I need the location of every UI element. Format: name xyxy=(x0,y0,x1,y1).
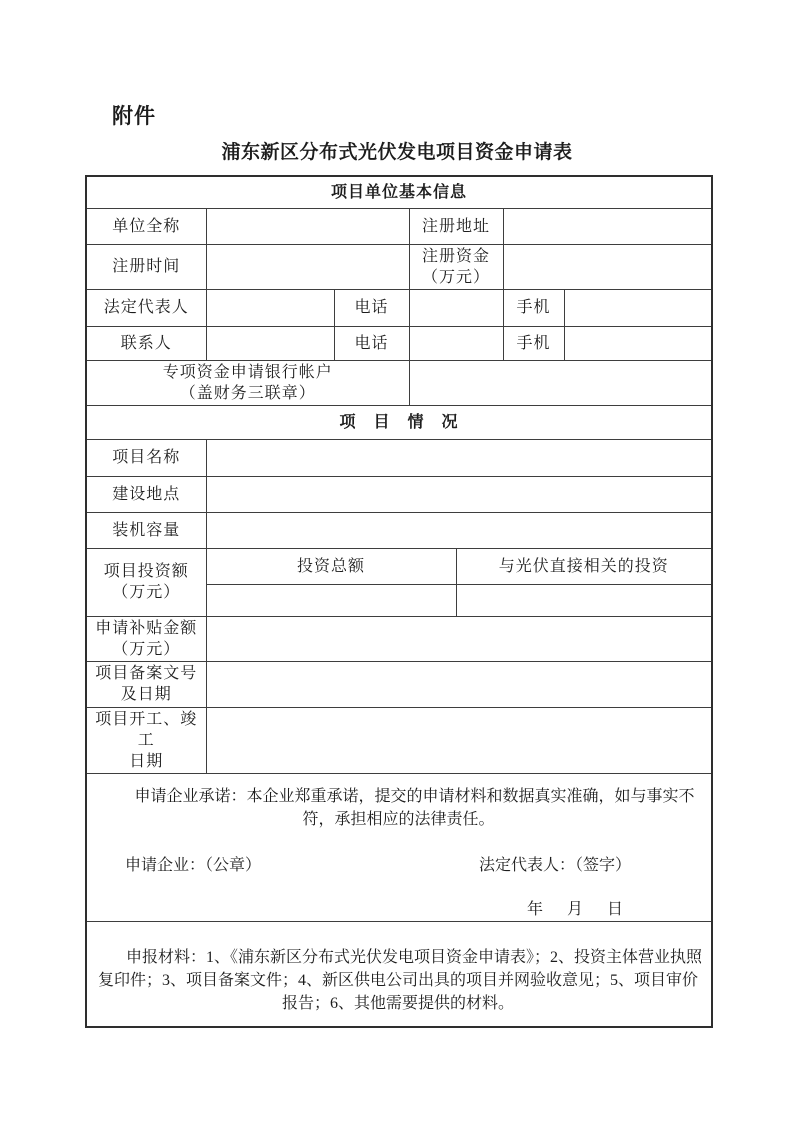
project-name-label: 项目名称 xyxy=(86,439,206,476)
representative-signature-label: 法定代表人：（签字） xyxy=(479,856,632,874)
filing-number-field[interactable] xyxy=(206,661,712,707)
contact-person-label: 联系人 xyxy=(86,326,206,360)
contact-mobile-label: 手机 xyxy=(503,326,564,360)
registration-time-label: 注册时间 xyxy=(86,244,206,289)
project-name-field[interactable] xyxy=(206,439,712,476)
investment-pv-related-field[interactable] xyxy=(456,584,712,616)
legal-representative-mobile-field[interactable] xyxy=(564,289,712,326)
registered-address-label: 注册地址 xyxy=(409,208,503,244)
start-completion-date-label xyxy=(86,707,206,773)
section-header-project-info: 项 目 情 况 xyxy=(86,405,712,439)
attachment-label: 附件 xyxy=(112,105,156,128)
page-title: 浦东新区分布式光伏发电项目资金申请表 xyxy=(221,142,573,163)
applicant-seal-label: 申请企业：（公章） xyxy=(125,856,262,874)
unit-name-field[interactable] xyxy=(206,208,409,244)
legal-representative-field[interactable] xyxy=(206,289,334,326)
filing-number-label xyxy=(86,661,206,707)
investment-amount-label-line2: （万元） xyxy=(112,584,181,601)
start-completion-date-label-line1: 项目开工、竣工 xyxy=(95,710,198,749)
materials-paragraph: 申报材料：1、《浦东新区分布式光伏发电项目资金申请表》；2、投资主体营业执照复印件；3、项目备案文件；4、新区供电公司出具的项目并网验收意见；5、项目审价报告；6、其他需要提供的材料。 xyxy=(98,949,703,1013)
bank-account-label-line2: （盖财务三联章） xyxy=(179,384,316,402)
filing-number-label-line1: 项目备案文号 xyxy=(95,665,198,682)
bank-account-label xyxy=(86,360,409,405)
contact-mobile-field[interactable] xyxy=(564,326,712,360)
registered-address-field[interactable] xyxy=(503,208,712,244)
subsidy-amount-label xyxy=(86,616,206,661)
subsidy-amount-field[interactable] xyxy=(206,616,712,661)
bank-account-field[interactable] xyxy=(409,360,712,405)
registered-capital-label-line1: 注册资金 xyxy=(421,247,490,265)
legal-representative-phone-label: 电话 xyxy=(334,289,409,326)
contact-person-field[interactable] xyxy=(206,326,334,360)
investment-amount-label-line1: 项目投资额 xyxy=(103,563,189,580)
registered-capital-label xyxy=(409,244,503,289)
registration-time-field[interactable] xyxy=(206,244,409,289)
commitment-block xyxy=(86,773,712,921)
filing-number-label-line2: 及日期 xyxy=(120,686,172,703)
legal-representative-mobile-label: 手机 xyxy=(503,289,564,326)
subsidy-amount-label-line2: （万元） xyxy=(112,640,181,658)
start-completion-date-field[interactable] xyxy=(206,707,712,773)
contact-phone-field[interactable] xyxy=(409,326,503,360)
start-completion-date-label-line2: 日期 xyxy=(129,752,164,770)
signature-row xyxy=(89,855,709,877)
materials-block xyxy=(86,921,712,1027)
unit-name-label: 单位全称 xyxy=(86,208,206,244)
investment-pv-related-label: 与光伏直接相关的投资 xyxy=(456,548,712,584)
date-line: 年 月 日 xyxy=(527,900,628,918)
investment-total-field[interactable] xyxy=(206,584,456,616)
installed-capacity-field[interactable] xyxy=(206,512,712,548)
registered-capital-field[interactable] xyxy=(503,244,712,289)
subsidy-amount-label-line1: 申请补贴金额 xyxy=(95,619,198,637)
commitment-paragraph: 申请企业承诺：本企业郑重承诺，提交的申请材料和数据真实准确，如与事实不符，承担相应的法律责任。 xyxy=(134,787,695,828)
investment-amount-label xyxy=(86,548,206,616)
legal-representative-label: 法定代表人 xyxy=(86,289,206,326)
construction-site-field[interactable] xyxy=(206,476,712,512)
investment-total-label: 投资总额 xyxy=(206,548,456,584)
installed-capacity-label: 装机容量 xyxy=(86,512,206,548)
application-form-table xyxy=(85,175,713,1028)
contact-phone-label: 电话 xyxy=(334,326,409,360)
legal-representative-phone-field[interactable] xyxy=(409,289,503,326)
section-header-basic-info: 项目单位基本信息 xyxy=(86,176,712,208)
construction-site-label: 建设地点 xyxy=(86,476,206,512)
registered-capital-label-line2: （万元） xyxy=(421,268,490,286)
bank-account-label-line1: 专项资金申请银行帐户 xyxy=(162,363,333,381)
